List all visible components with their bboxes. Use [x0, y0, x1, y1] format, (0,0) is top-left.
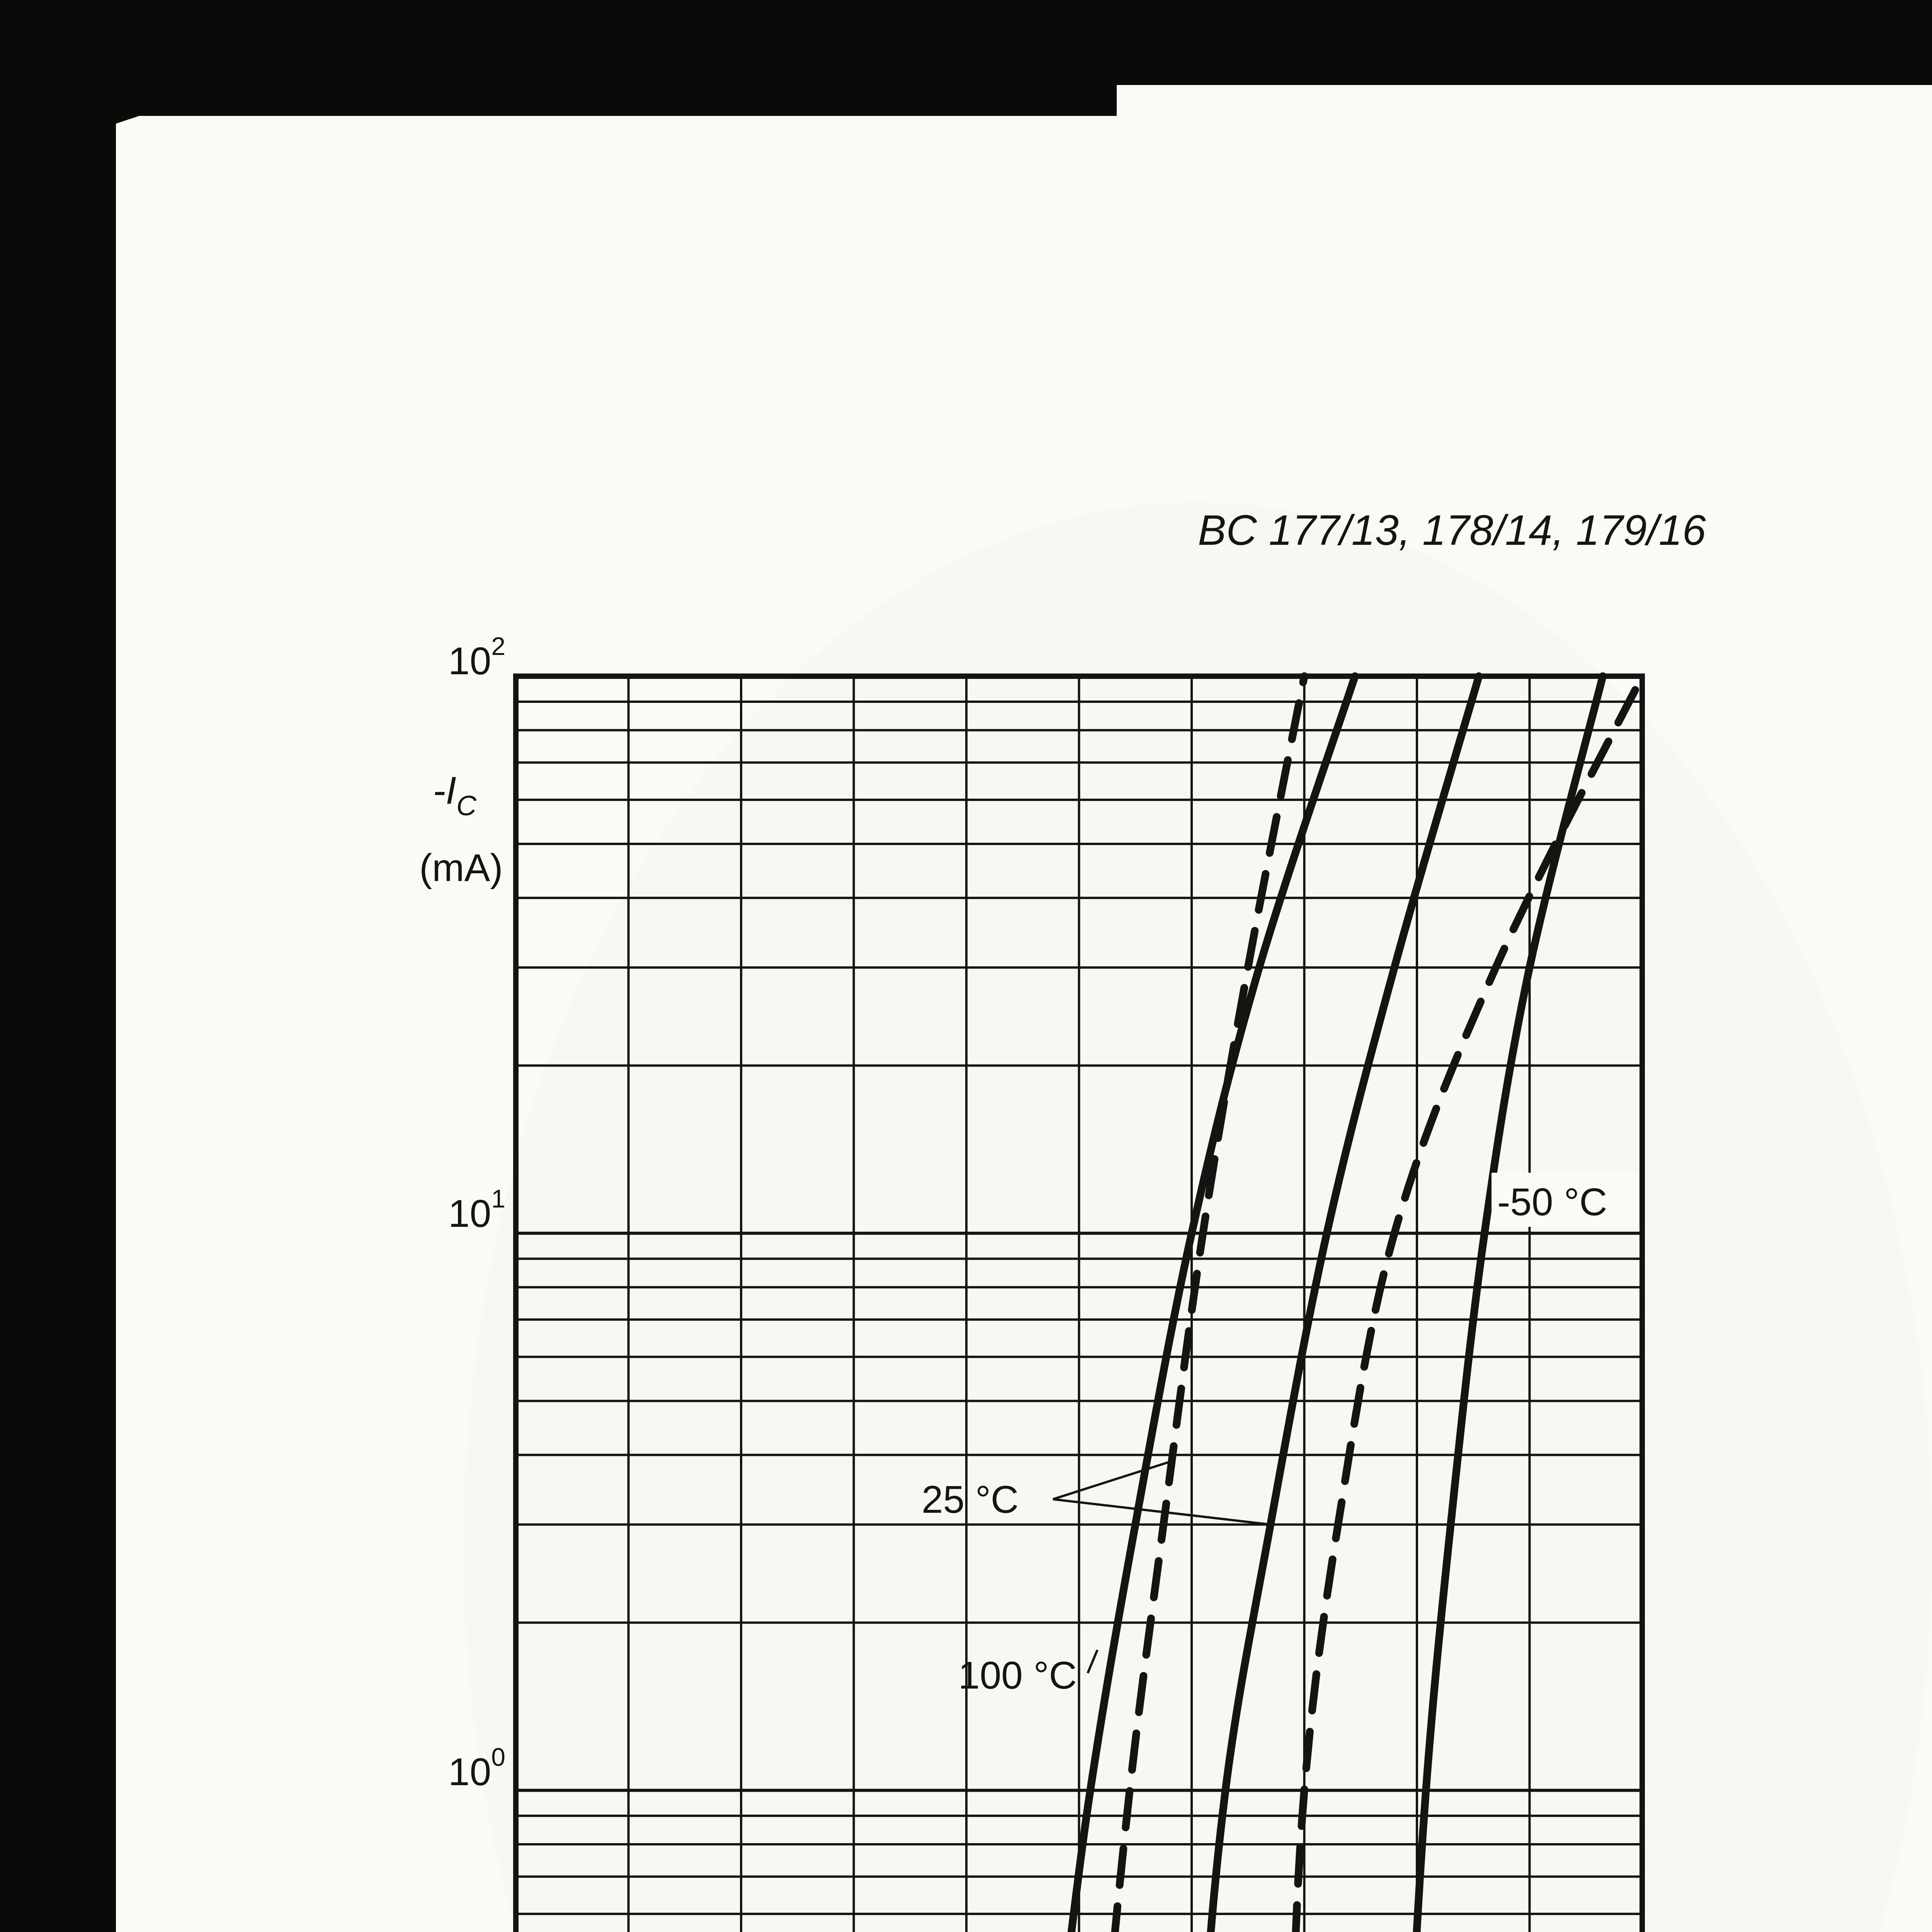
svg-text:-50 °C: -50 °C — [1497, 1180, 1607, 1224]
pointer-line-100c — [1088, 1650, 1097, 1673]
curve-label-minus50 — [1492, 1173, 1638, 1227]
y-tick-labels — [433, 632, 505, 1932]
series-line-1-solid — [1000, 676, 1355, 1932]
pointer-line-25c — [1053, 1461, 1172, 1499]
curve-label-25: 25 °C — [922, 1478, 1019, 1521]
y-tick-label-10: $10^1$ — [448, 1184, 505, 1235]
series-line-2-dashed — [1085, 676, 1304, 1932]
chart-title: BC 177/13, 178/14, 179/16 — [1198, 507, 1706, 554]
y-axis-unit: (mA) — [419, 846, 503, 889]
series-line-4-dashed — [1287, 676, 1642, 1932]
y-tick-label-100: $10^2$ — [448, 632, 505, 683]
y-tick-label-1: $10^0$ — [448, 1743, 505, 1794]
y-axis-label: $-I_C$ — [433, 769, 477, 821]
series-line-3-solid — [1197, 676, 1479, 1932]
series-line-5-solid — [1400, 676, 1603, 1932]
curve-label-100: 100 °C — [958, 1654, 1077, 1697]
series-group — [1000, 676, 1642, 1932]
